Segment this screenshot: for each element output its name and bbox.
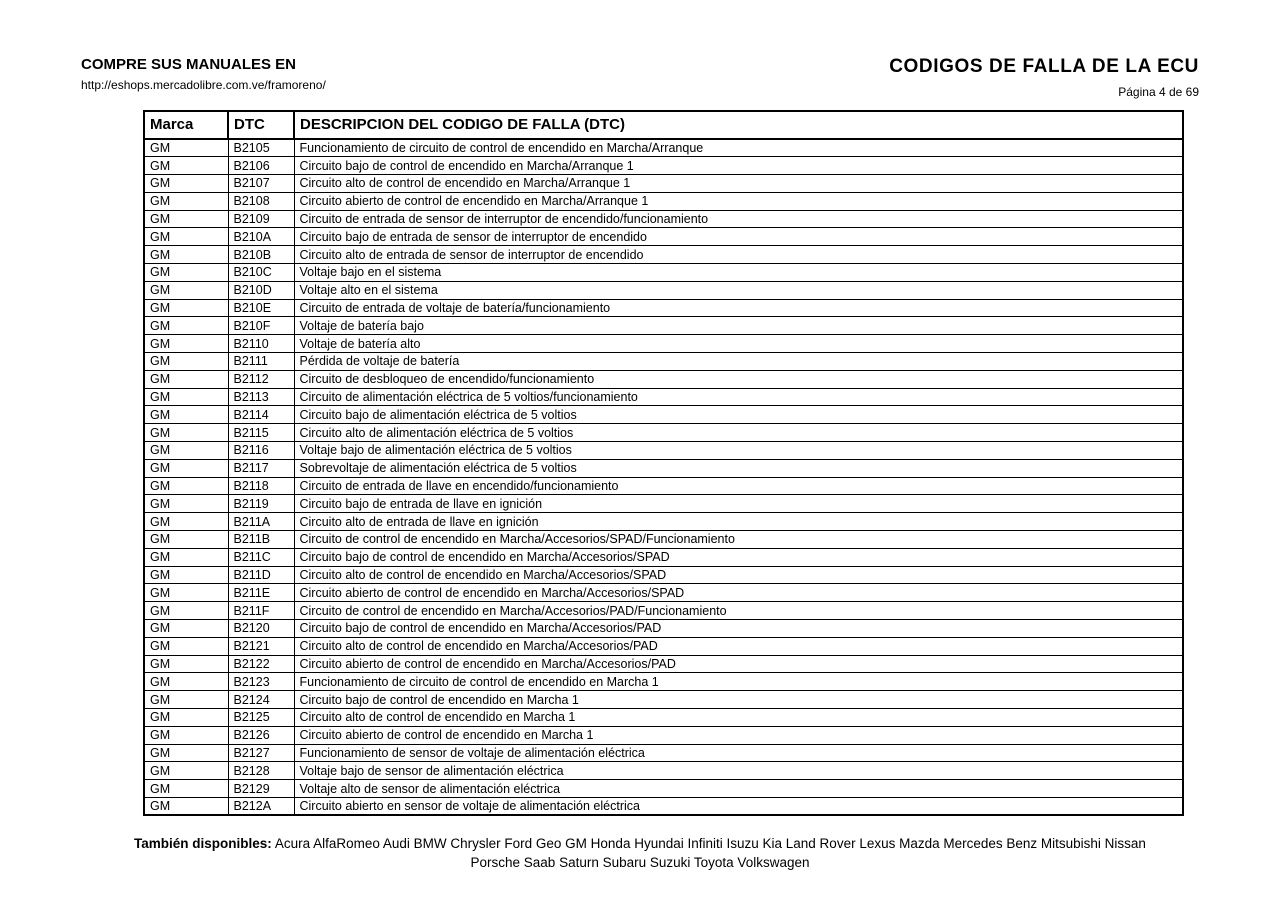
cell-descripcion: Voltaje de batería alto: [294, 335, 1183, 353]
table-row: [144, 548, 1183, 566]
cell-marca: GM: [144, 353, 228, 371]
also-available-brands-1: Acura AlfaRomeo Audi BMW Chrysler Ford Geo GM Honda Hyundai Infiniti Isuzu Kia Land Rover Lexus Mazda Mercedes Benz Mitsubishi Nissan: [274, 836, 1146, 851]
cell-marca: GM: [144, 442, 228, 460]
table-row: [144, 566, 1183, 584]
cell-descripcion: Circuito abierto de control de encendido en Marcha/Arranque 1: [294, 192, 1183, 210]
column-header-descripcion: DESCRIPCION DEL CODIGO DE FALLA (DTC): [294, 111, 1183, 139]
cell-dtc: B2116: [228, 442, 294, 460]
footer: [0, 835, 1280, 872]
table-row: [144, 744, 1183, 762]
cell-descripcion: Circuito alto de entrada de llave en ignición: [294, 513, 1183, 531]
cell-marca: GM: [144, 477, 228, 495]
cell-marca: GM: [144, 584, 228, 602]
cell-dtc: B2118: [228, 477, 294, 495]
cell-dtc: B211D: [228, 566, 294, 584]
cell-marca: GM: [144, 495, 228, 513]
cell-dtc: B2107: [228, 175, 294, 193]
cell-descripcion: Circuito bajo de alimentación eléctrica de 5 voltios: [294, 406, 1183, 424]
cell-descripcion: Circuito de entrada de sensor de interruptor de encendido/funcionamiento: [294, 210, 1183, 228]
table-row: [144, 762, 1183, 780]
cell-descripcion: Voltaje bajo de alimentación eléctrica de 5 voltios: [294, 442, 1183, 460]
cell-dtc: B2114: [228, 406, 294, 424]
cell-marca: GM: [144, 424, 228, 442]
cell-marca: GM: [144, 673, 228, 691]
cell-marca: GM: [144, 637, 228, 655]
cell-descripcion: Circuito de entrada de llave en encendido/funcionamiento: [294, 477, 1183, 495]
cell-dtc: B2120: [228, 620, 294, 638]
cell-marca: GM: [144, 406, 228, 424]
cell-descripcion: Pérdida de voltaje de batería: [294, 353, 1183, 371]
cell-dtc: B2129: [228, 780, 294, 798]
cell-dtc: B2121: [228, 637, 294, 655]
cell-dtc: B2110: [228, 335, 294, 353]
table-header-row: [144, 111, 1183, 139]
cell-dtc: B210D: [228, 281, 294, 299]
table-row: [144, 709, 1183, 727]
promo-block: [81, 56, 326, 92]
cell-dtc: B2109: [228, 210, 294, 228]
cell-dtc: B2127: [228, 744, 294, 762]
cell-descripcion: Circuito bajo de control de encendido en Marcha/Accesorios/SPAD: [294, 548, 1183, 566]
table-row: [144, 299, 1183, 317]
cell-dtc: B2122: [228, 655, 294, 673]
cell-dtc: B2112: [228, 370, 294, 388]
table-row: [144, 620, 1183, 638]
cell-descripcion: Circuito de control de encendido en Marcha/Accesorios/PAD/Funcionamiento: [294, 602, 1183, 620]
cell-descripcion: Sobrevoltaje de alimentación eléctrica de 5 voltios: [294, 459, 1183, 477]
table-row: [144, 637, 1183, 655]
cell-dtc: B2106: [228, 157, 294, 175]
table-row: [144, 192, 1183, 210]
cell-descripcion: Circuito de entrada de voltaje de batería/funcionamiento: [294, 299, 1183, 317]
cell-marca: GM: [144, 797, 228, 815]
table-row: [144, 281, 1183, 299]
cell-descripcion: Circuito bajo de control de encendido en Marcha/Accesorios/PAD: [294, 620, 1183, 638]
cell-dtc: B2111: [228, 353, 294, 371]
table-row: [144, 477, 1183, 495]
document-header: [889, 56, 1199, 99]
cell-marca: GM: [144, 370, 228, 388]
also-available-label: También disponibles:: [134, 836, 272, 851]
table-row: [144, 797, 1183, 815]
cell-marca: GM: [144, 726, 228, 744]
cell-descripcion: Circuito bajo de entrada de sensor de interruptor de encendido: [294, 228, 1183, 246]
cell-descripcion: Circuito alto de entrada de sensor de interruptor de encendido: [294, 246, 1183, 264]
cell-marca: GM: [144, 246, 228, 264]
cell-descripcion: Voltaje bajo de sensor de alimentación eléctrica: [294, 762, 1183, 780]
footer-line-2: Porsche Saab Saturn Subaru Suzuki Toyota Volkswagen: [470, 854, 810, 870]
cell-marca: GM: [144, 780, 228, 798]
cell-descripcion: Circuito alto de control de encendido en Marcha 1: [294, 709, 1183, 727]
cell-dtc: B2123: [228, 673, 294, 691]
cell-marca: GM: [144, 531, 228, 549]
cell-marca: GM: [144, 388, 228, 406]
cell-dtc: B2128: [228, 762, 294, 780]
cell-dtc: B2108: [228, 192, 294, 210]
cell-marca: GM: [144, 762, 228, 780]
cell-descripcion: Circuito alto de control de encendido en Marcha/Accesorios/SPAD: [294, 566, 1183, 584]
cell-marca: GM: [144, 299, 228, 317]
table-row: [144, 531, 1183, 549]
cell-dtc: B2126: [228, 726, 294, 744]
table-row: [144, 406, 1183, 424]
cell-marca: GM: [144, 459, 228, 477]
cell-marca: GM: [144, 264, 228, 282]
cell-dtc: B210C: [228, 264, 294, 282]
cell-dtc: B2125: [228, 709, 294, 727]
table-row: [144, 691, 1183, 709]
cell-marca: GM: [144, 691, 228, 709]
table-row: [144, 602, 1183, 620]
table-row: [144, 442, 1183, 460]
cell-marca: GM: [144, 175, 228, 193]
cell-dtc: B2115: [228, 424, 294, 442]
table-row: [144, 673, 1183, 691]
dtc-table: [143, 110, 1184, 816]
cell-dtc: B211E: [228, 584, 294, 602]
table-row: [144, 228, 1183, 246]
cell-descripcion: Voltaje de batería bajo: [294, 317, 1183, 335]
table-row: [144, 246, 1183, 264]
cell-descripcion: Circuito alto de control de encendido en Marcha/Accesorios/PAD: [294, 637, 1183, 655]
table-row: [144, 157, 1183, 175]
cell-marca: GM: [144, 602, 228, 620]
cell-descripcion: Circuito alto de alimentación eléctrica de 5 voltios: [294, 424, 1183, 442]
table-row: [144, 335, 1183, 353]
table-row: [144, 370, 1183, 388]
cell-descripcion: Circuito de control de encendido en Marcha/Accesorios/SPAD/Funcionamiento: [294, 531, 1183, 549]
cell-dtc: B2105: [228, 139, 294, 157]
cell-descripcion: Voltaje alto de sensor de alimentación eléctrica: [294, 780, 1183, 798]
cell-descripcion: Circuito bajo de control de encendido en Marcha/Arranque 1: [294, 157, 1183, 175]
cell-dtc: B210B: [228, 246, 294, 264]
cell-marca: GM: [144, 513, 228, 531]
page-indicator: Página 4 de 69: [1118, 85, 1199, 99]
table-row: [144, 388, 1183, 406]
cell-descripcion: Funcionamiento de circuito de control de encendido en Marcha 1: [294, 673, 1183, 691]
cell-dtc: B211F: [228, 602, 294, 620]
table-row: [144, 780, 1183, 798]
cell-dtc: B2119: [228, 495, 294, 513]
table-row: [144, 353, 1183, 371]
promo-title: COMPRE SUS MANUALES EN: [81, 56, 297, 73]
cell-descripcion: Funcionamiento de sensor de voltaje de alimentación eléctrica: [294, 744, 1183, 762]
table-row: [144, 495, 1183, 513]
table-row: [144, 175, 1183, 193]
table-row: [144, 264, 1183, 282]
cell-dtc: B210A: [228, 228, 294, 246]
cell-dtc: B211B: [228, 531, 294, 549]
cell-marca: GM: [144, 566, 228, 584]
table-row: [144, 139, 1183, 157]
cell-dtc: B210F: [228, 317, 294, 335]
cell-descripcion: Circuito de alimentación eléctrica de 5 voltios/funcionamiento: [294, 388, 1183, 406]
page-title: CODIGOS DE FALLA DE LA ECU: [889, 56, 1199, 77]
cell-marca: GM: [144, 157, 228, 175]
cell-descripcion: Circuito bajo de entrada de llave en ignición: [294, 495, 1183, 513]
table-row: [144, 513, 1183, 531]
table-row: [144, 424, 1183, 442]
cell-dtc: B211C: [228, 548, 294, 566]
promo-url: http://eshops.mercadolibre.com.ve/framoreno/: [81, 78, 326, 92]
cell-marca: GM: [144, 620, 228, 638]
cell-descripcion: Circuito bajo de control de encendido en Marcha 1: [294, 691, 1183, 709]
cell-dtc: B2124: [228, 691, 294, 709]
table-row: [144, 726, 1183, 744]
cell-descripcion: Voltaje bajo en el sistema: [294, 264, 1183, 282]
table-row: [144, 317, 1183, 335]
column-header-dtc: DTC: [228, 111, 294, 139]
cell-dtc: B210E: [228, 299, 294, 317]
cell-dtc: B212A: [228, 797, 294, 815]
cell-descripcion: Circuito abierto de control de encendido en Marcha/Accesorios/SPAD: [294, 584, 1183, 602]
cell-descripcion: Circuito de desbloqueo de encendido/funcionamiento: [294, 370, 1183, 388]
cell-dtc: B211A: [228, 513, 294, 531]
cell-descripcion: Circuito alto de control de encendido en Marcha/Arranque 1: [294, 175, 1183, 193]
table-row: [144, 584, 1183, 602]
cell-marca: GM: [144, 744, 228, 762]
table-row: [144, 459, 1183, 477]
cell-marca: GM: [144, 709, 228, 727]
cell-marca: GM: [144, 139, 228, 157]
cell-marca: GM: [144, 335, 228, 353]
cell-dtc: B2113: [228, 388, 294, 406]
cell-descripcion: Circuito abierto de control de encendido en Marcha/Accesorios/PAD: [294, 655, 1183, 673]
cell-descripcion: Circuito abierto de control de encendido en Marcha 1: [294, 726, 1183, 744]
table-row: [144, 655, 1183, 673]
cell-descripcion: Circuito abierto en sensor de voltaje de alimentación eléctrica: [294, 797, 1183, 815]
cell-marca: GM: [144, 192, 228, 210]
cell-marca: GM: [144, 548, 228, 566]
column-header-marca: Marca: [144, 111, 228, 139]
table-body: [144, 139, 1183, 815]
cell-marca: GM: [144, 655, 228, 673]
cell-marca: GM: [144, 228, 228, 246]
cell-descripcion: Funcionamiento de circuito de control de encendido en Marcha/Arranque: [294, 139, 1183, 157]
table-row: [144, 210, 1183, 228]
footer-line-1: [0, 835, 1280, 854]
cell-marca: GM: [144, 317, 228, 335]
cell-descripcion: Voltaje alto en el sistema: [294, 281, 1183, 299]
cell-marca: GM: [144, 210, 228, 228]
cell-dtc: B2117: [228, 459, 294, 477]
cell-marca: GM: [144, 281, 228, 299]
